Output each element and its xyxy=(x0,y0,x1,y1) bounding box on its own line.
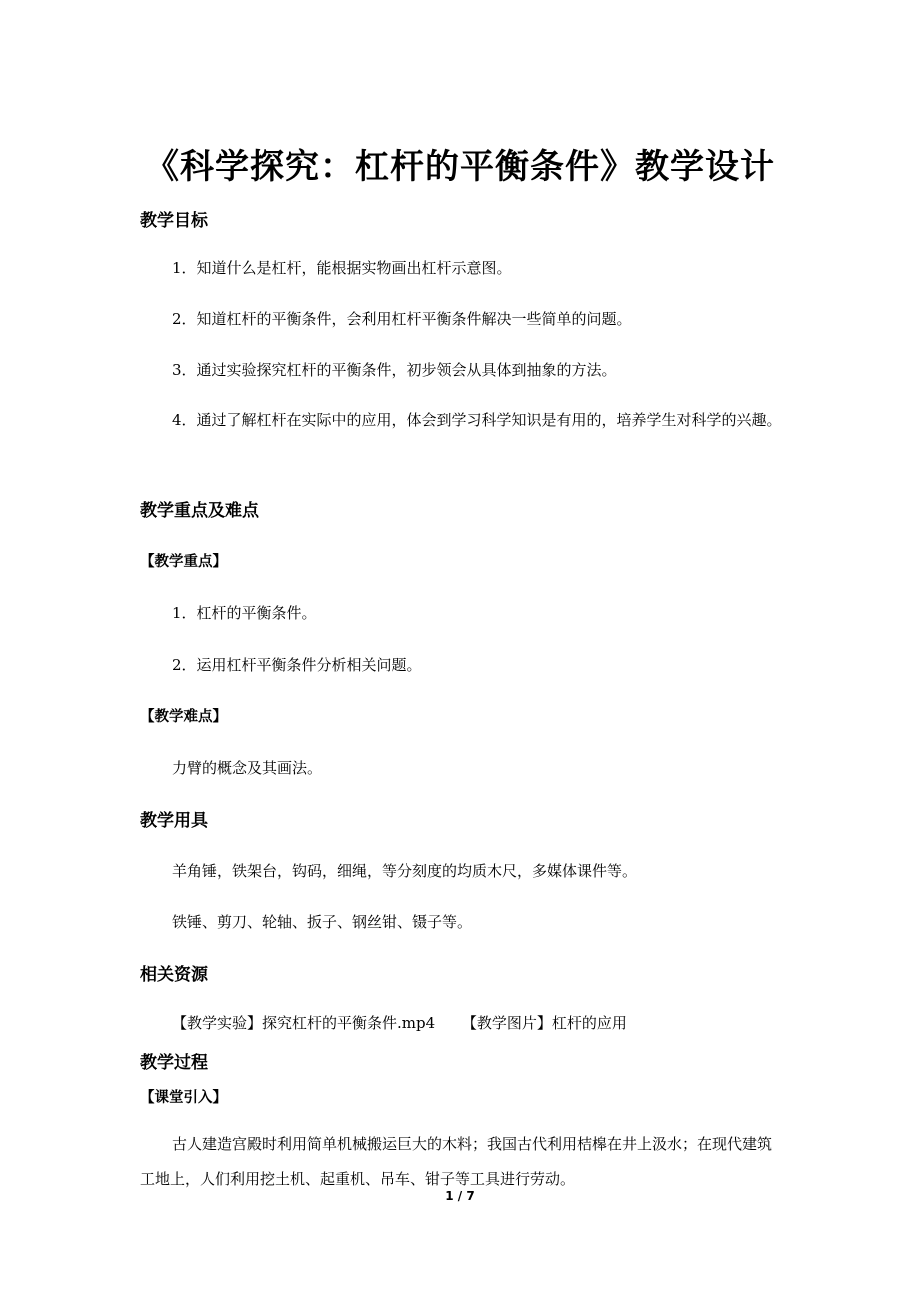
difficulty-text: 力臂的概念及其画法。 xyxy=(172,759,323,777)
objective-item: 4．通过了解杠杆在实际中的应用，体会到学习科学知识是有用的，培养学生对科学的兴趣。 xyxy=(172,411,782,429)
difficulty-label: 【教学难点】 xyxy=(140,709,227,725)
process-heading: 教学过程 xyxy=(140,1053,208,1073)
tools-line: 铁锤、剪刀、轮轴、扳子、钢丝钳、镊子等。 xyxy=(172,913,473,931)
objective-item: 2．知道杠杆的平衡条件，会利用杠杆平衡条件解决一些简单的问题。 xyxy=(172,310,632,328)
intro-text: 古人建造宫殿时利用简单机械搬运巨大的木料；我国古代利用桔槔在井上汲水；在现代建筑工地上，人们利用挖土机、起重机、吊车、钳子等工具进行劳动。 xyxy=(140,1135,773,1188)
resource-link-experiment[interactable]: 【教学实验】探究杠杆的平衡条件.mp4 xyxy=(172,1014,436,1032)
objective-item: 1．知道什么是杠杆，能根据实物画出杠杆示意图。 xyxy=(172,259,512,277)
focus-item: 1．杠杆的平衡条件。 xyxy=(172,604,317,622)
objective-item: 3．通过实验探究杠杆的平衡条件，初步领会从具体到抽象的方法。 xyxy=(172,361,617,379)
document-title: 《科学探究：杠杆的平衡条件》教学设计 xyxy=(145,147,775,187)
intro-label: 【课堂引入】 xyxy=(140,1090,227,1106)
tools-line: 羊角锤，铁架台，钩码，细绳，等分刻度的均质木尺，多媒体课件等。 xyxy=(172,862,638,880)
focus-label: 【教学重点】 xyxy=(140,554,227,570)
key-points-heading: 教学重点及难点 xyxy=(140,501,259,521)
page-number: 1 / 7 xyxy=(445,1189,475,1203)
focus-item: 2．运用杠杆平衡条件分析相关问题。 xyxy=(172,656,422,674)
resources-heading: 相关资源 xyxy=(140,965,208,985)
resource-link-images[interactable]: 【教学图片】杠杆的应用 xyxy=(461,1014,627,1032)
objectives-heading: 教学目标 xyxy=(140,211,208,231)
tools-heading: 教学用具 xyxy=(140,811,208,831)
resources-list xyxy=(172,1012,649,1034)
